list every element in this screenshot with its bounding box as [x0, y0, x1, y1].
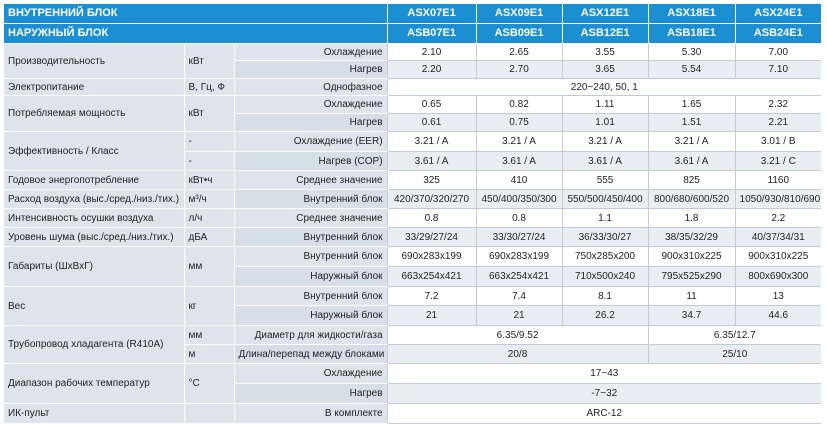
power-input-cooling-row — [4, 96, 821, 114]
power-supply-unit: В, Гц, Ф — [184, 79, 234, 96]
annual-consumption-unit: кВт•ч — [184, 171, 234, 190]
efficiency-label: Эффективность / Класс — [4, 132, 184, 171]
mode-label: Нагрев — [234, 61, 387, 79]
value-cell: 0.8 — [476, 209, 562, 228]
value-cell: 1.1 — [562, 209, 648, 228]
value-cell: 1050/930/810/690 — [735, 190, 821, 209]
value-cell: 1.8 — [648, 209, 735, 228]
airflow-unit: м³/ч — [184, 190, 234, 209]
value-cell: 40/37/34/31 — [735, 228, 821, 247]
mode-label: Внутренний блок — [234, 228, 387, 247]
efficiency-unit: - — [184, 152, 234, 171]
value-cell: 2.20 — [387, 61, 476, 79]
indoor-model: ASX09E1 — [476, 4, 562, 24]
value-cell: 2.10 — [387, 44, 476, 61]
mode-label: Наружный блок — [234, 267, 387, 287]
value-cell: 3.21 / A — [648, 132, 735, 152]
power-input-label: Потребляемая мощность — [4, 96, 184, 132]
value-cell: 800/680/600/520 — [648, 190, 735, 209]
value-cell: 1.01 — [562, 114, 648, 132]
value-cell: ARC-12 — [387, 404, 821, 424]
indoor-model: ASX24E1 — [735, 4, 821, 24]
value-cell: 3.61 / A — [387, 152, 476, 171]
value-cell: 33/29/27/24 — [387, 228, 476, 247]
capacity-unit: кВт — [184, 44, 234, 79]
value-cell: 410 — [476, 171, 562, 190]
value-cell: 750x285x200 — [562, 247, 648, 267]
mode-label: Нагрев (COP) — [234, 152, 387, 171]
value-cell: 690x283x199 — [387, 247, 476, 267]
remote-label: ИК-пульт — [4, 404, 184, 424]
value-cell: 3.21 / A — [476, 132, 562, 152]
mode-label: Наружный блок — [234, 306, 387, 326]
value-cell: 7.10 — [735, 61, 821, 79]
value-cell: 0.8 — [387, 209, 476, 228]
mode-label: Однофазное — [234, 79, 387, 96]
capacity-label: Производительность — [4, 44, 184, 79]
temp-range-unit: °C — [184, 364, 234, 404]
dimensions-indoor-row — [4, 247, 821, 267]
value-cell: 7.00 — [735, 44, 821, 61]
value-cell: 3.65 — [562, 61, 648, 79]
value-cell: 6.35/12.7 — [648, 326, 821, 345]
outdoor-model: ASB18E1 — [648, 24, 735, 44]
outdoor-unit-label: НАРУЖНЫЙ БЛОК — [4, 24, 387, 44]
dehumidification-row — [4, 209, 821, 228]
noise-row — [4, 228, 821, 247]
mode-label: Длина/перепад между блоками — [234, 345, 387, 364]
value-cell: 3.61 / A — [476, 152, 562, 171]
value-cell: 0.61 — [387, 114, 476, 132]
value-cell: 2.65 — [476, 44, 562, 61]
value-cell: 3.61 / A — [648, 152, 735, 171]
piping-label: Трубопровод хладагента (R410A) — [4, 326, 184, 364]
outdoor-model: ASB12E1 — [562, 24, 648, 44]
outdoor-model: ASB09E1 — [476, 24, 562, 44]
value-cell: 795x525x290 — [648, 267, 735, 287]
value-cell: 11 — [648, 287, 735, 306]
value-cell: 33/30/27/24 — [476, 228, 562, 247]
value-cell: 420/370/320/270 — [387, 190, 476, 209]
annual-consumption-label: Годовое энергопотребление — [4, 171, 184, 190]
value-cell: 1.65 — [648, 96, 735, 114]
value-cell: 6.35/9.52 — [387, 326, 648, 345]
power-supply-label: Электропитание — [4, 79, 184, 96]
indoor-model: ASX07E1 — [387, 4, 476, 24]
airflow-label: Расход воздуха (выс./сред./низ./тих.) — [4, 190, 184, 209]
temp-range-label: Диапазон рабочих температур — [4, 364, 184, 404]
value-cell: 5.30 — [648, 44, 735, 61]
header-row-outdoor — [4, 24, 821, 44]
efficiency-unit: - — [184, 132, 234, 152]
capacity-cooling-row — [4, 44, 821, 61]
value-cell: 8.1 — [562, 287, 648, 306]
value-cell: 800x690x300 — [735, 267, 821, 287]
value-cell: 663x254x421 — [476, 267, 562, 287]
piping-diameter-row — [4, 326, 821, 345]
mode-label: Нагрев — [234, 114, 387, 132]
value-cell: 3.55 — [562, 44, 648, 61]
remote-row — [4, 404, 821, 424]
value-cell: 825 — [648, 171, 735, 190]
value-cell: -7~32 — [387, 384, 821, 404]
value-cell: 38/35/32/29 — [648, 228, 735, 247]
value-cell: 900x310x225 — [648, 247, 735, 267]
noise-unit: дБА — [184, 228, 234, 247]
value-cell: 3.61 / A — [562, 152, 648, 171]
value-cell: 3.01 / B — [735, 132, 821, 152]
value-cell: 2.21 — [735, 114, 821, 132]
airflow-row — [4, 190, 821, 209]
indoor-model: ASX18E1 — [648, 4, 735, 24]
value-cell: 1.11 — [562, 96, 648, 114]
value-cell: 7.2 — [387, 287, 476, 306]
value-cell: 450/400/350/300 — [476, 190, 562, 209]
spec-table — [4, 4, 821, 424]
weight-indoor-row — [4, 287, 821, 306]
mode-label: Среднее значение — [234, 209, 387, 228]
value-cell: 325 — [387, 171, 476, 190]
mode-label: Диаметр для жидкости/газа — [234, 326, 387, 345]
spec-table-wrapper — [4, 4, 821, 438]
power-input-unit: кВт — [184, 96, 234, 132]
mode-label: Внутренний блок — [234, 247, 387, 267]
mode-label: Внутренний блок — [234, 190, 387, 209]
value-cell: 690x283x199 — [476, 247, 562, 267]
value-cell: 25/10 — [648, 345, 821, 364]
dehumidification-unit: л/ч — [184, 209, 234, 228]
value-cell: 44.6 — [735, 306, 821, 326]
mode-label: Охлаждение (EER) — [234, 132, 387, 152]
value-cell: 36/33/30/27 — [562, 228, 648, 247]
value-cell: 550/500/450/400 — [562, 190, 648, 209]
value-cell: 0.75 — [476, 114, 562, 132]
value-cell: 21 — [387, 306, 476, 326]
mode-label: Среднее значение — [234, 171, 387, 190]
outdoor-model: ASB07E1 — [387, 24, 476, 44]
dimensions-label: Габариты (ШхВхГ) — [4, 247, 184, 287]
efficiency-cooling-row — [4, 132, 821, 152]
value-cell: 34.7 — [648, 306, 735, 326]
header-row-indoor — [4, 4, 821, 24]
value-cell: 900x310x225 — [735, 247, 821, 267]
value-cell: 0.82 — [476, 96, 562, 114]
value-cell: 13 — [735, 287, 821, 306]
value-cell: 2.70 — [476, 61, 562, 79]
value-cell: 3.21 / C — [735, 152, 821, 171]
mode-label: Внутренний блок — [234, 287, 387, 306]
value-cell: 555 — [562, 171, 648, 190]
indoor-unit-label: ВНУТРЕННИЙ БЛОК — [4, 4, 387, 24]
value-cell: 17~43 — [387, 364, 821, 384]
dimensions-unit: мм — [184, 247, 234, 287]
value-cell: 1.51 — [648, 114, 735, 132]
value-cell: 3.21 / A — [387, 132, 476, 152]
remote-unit — [184, 404, 234, 424]
value-cell: 663x254x421 — [387, 267, 476, 287]
mode-label: Охлаждение — [234, 44, 387, 61]
weight-label: Вес — [4, 287, 184, 326]
annual-consumption-row — [4, 171, 821, 190]
power-supply-value: 220~240, 50, 1 — [387, 79, 821, 96]
mode-label: Охлаждение — [234, 364, 387, 384]
piping-length-unit: м — [184, 345, 234, 364]
value-cell: 7.4 — [476, 287, 562, 306]
mode-label: Нагрев — [234, 384, 387, 404]
value-cell: 1160 — [735, 171, 821, 190]
outdoor-model: ASB24E1 — [735, 24, 821, 44]
power-supply-row — [4, 79, 821, 96]
value-cell: 26.2 — [562, 306, 648, 326]
value-cell: 3.21 / A — [562, 132, 648, 152]
indoor-model: ASX12E1 — [562, 4, 648, 24]
mode-label: В комплекте — [234, 404, 387, 424]
value-cell: 21 — [476, 306, 562, 326]
value-cell: 710x500x240 — [562, 267, 648, 287]
noise-label: Уровень шума (выс./сред./низ./тих.) — [4, 228, 184, 247]
value-cell: 0.65 — [387, 96, 476, 114]
piping-diameter-unit: мм — [184, 326, 234, 345]
weight-unit: кг — [184, 287, 234, 326]
value-cell: 20/8 — [387, 345, 648, 364]
value-cell: 5.54 — [648, 61, 735, 79]
dehumidification-label: Интенсивность осушки воздуха — [4, 209, 184, 228]
value-cell: 2.2 — [735, 209, 821, 228]
temp-cooling-row — [4, 364, 821, 384]
value-cell: 2.32 — [735, 96, 821, 114]
mode-label: Охлаждение — [234, 96, 387, 114]
